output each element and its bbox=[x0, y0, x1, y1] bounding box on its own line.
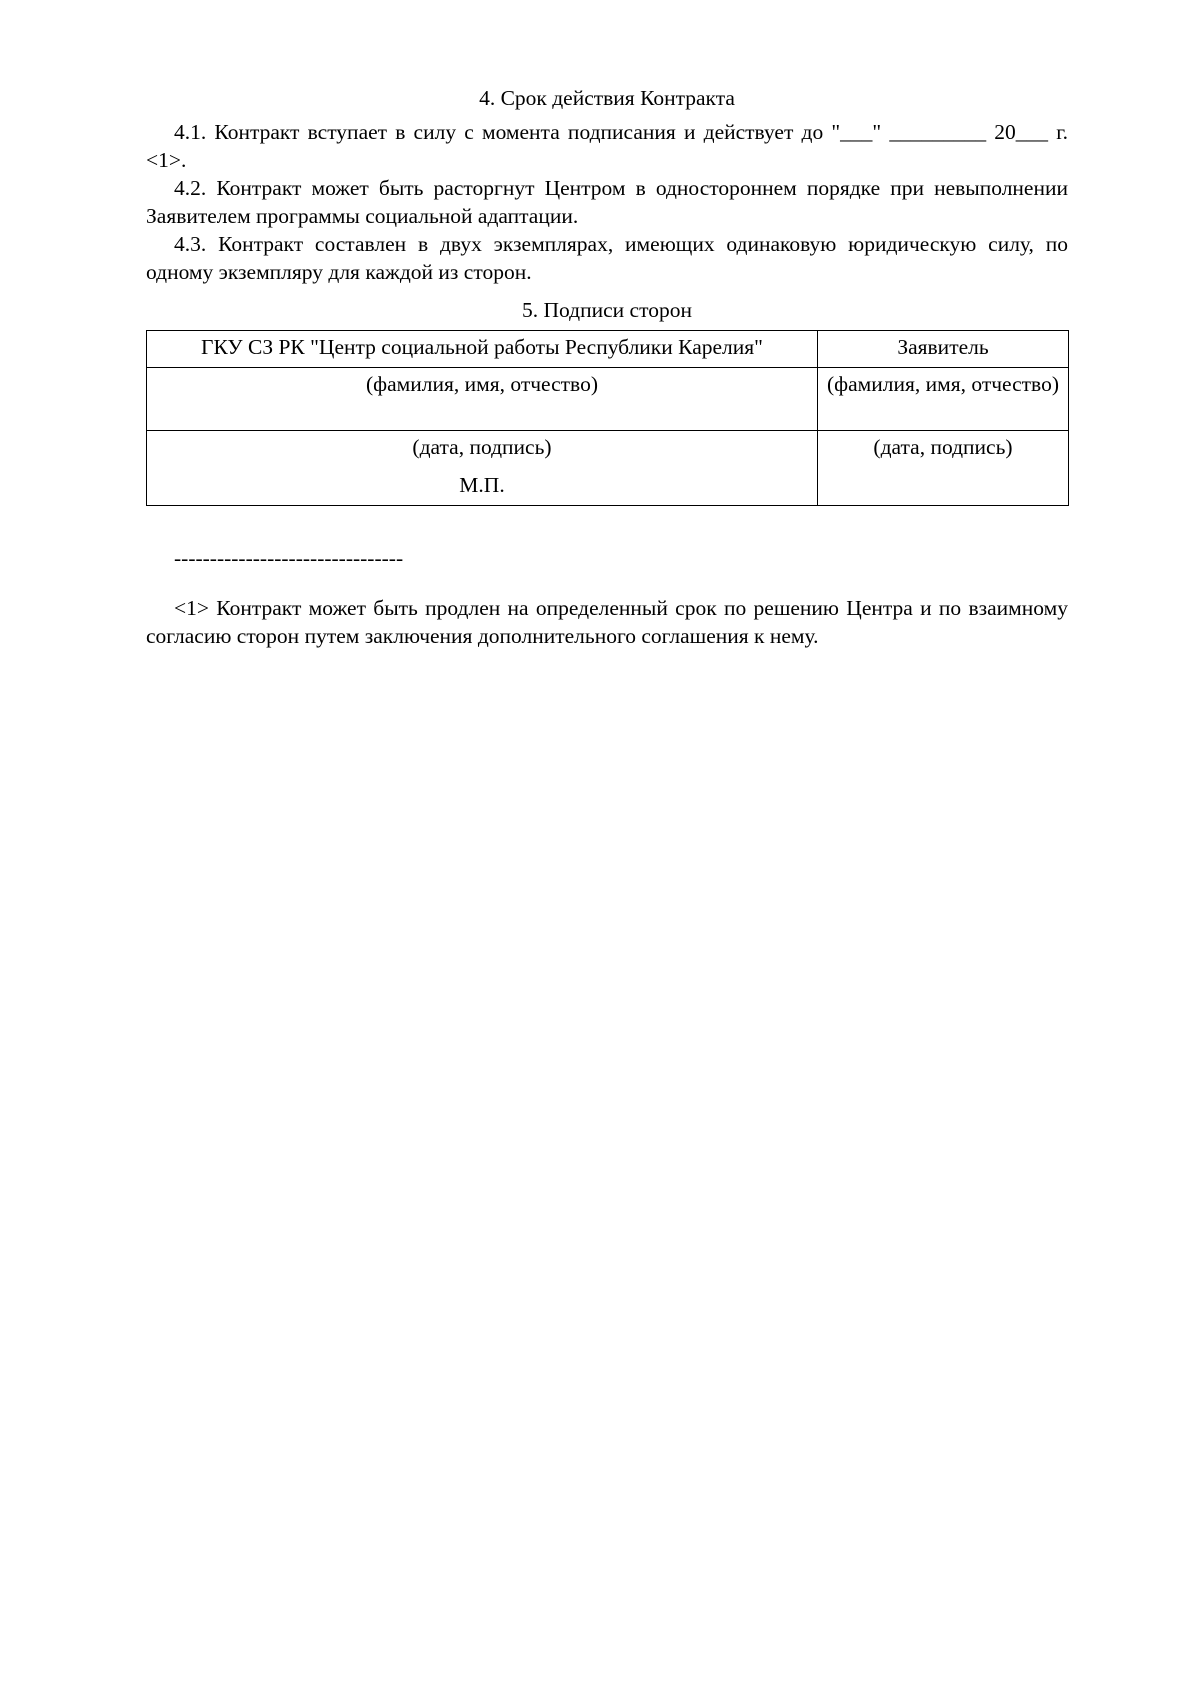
clause-4-3: 4.3. Контракт составлен в двух экземплярах, имеющих одинаковую юридическую силу, по одному экземпляру для каждой из сторон. bbox=[146, 232, 1068, 284]
signature-table bbox=[146, 330, 1069, 506]
document-page bbox=[146, 84, 1068, 650]
clause-4-2: 4.2. Контракт может быть расторгнут Центром в одностороннем порядке при невыполнении Заявителем программы социальной адаптации. bbox=[146, 176, 1068, 228]
center-date-signature-label: (дата, подпись) bbox=[412, 435, 552, 459]
applicant-date-signature-label: (дата, подпись) bbox=[818, 431, 1069, 506]
stamp-label: М.П. bbox=[459, 473, 505, 497]
applicant-name-field: (фамилия, имя, отчество) bbox=[818, 368, 1069, 431]
center-name-field: (фамилия, имя, отчество) bbox=[147, 368, 818, 431]
applicant-party-header: Заявитель bbox=[818, 331, 1069, 368]
footnote-text: <1> Контракт может быть продлен на определенный срок по решению Центра и по взаимному согласию сторон путем заключения дополнительного соглашения к нему. bbox=[146, 595, 1068, 648]
center-signature-cell bbox=[147, 431, 818, 506]
footnote-separator: -------------------------------- bbox=[174, 546, 404, 570]
table-row bbox=[147, 368, 1069, 431]
section-5-heading: 5. Подписи сторон bbox=[522, 298, 692, 322]
clause-4-1: 4.1. Контракт вступает в силу с момента подписания и действует до "___" _________ 20___ г. <1>. bbox=[146, 120, 1068, 172]
section-4-heading: 4. Срок действия Контракта bbox=[479, 86, 735, 110]
table-row bbox=[147, 431, 1069, 506]
center-party-header: ГКУ СЗ РК "Центр социальной работы Республики Карелия" bbox=[147, 331, 818, 368]
table-row bbox=[147, 331, 1069, 368]
